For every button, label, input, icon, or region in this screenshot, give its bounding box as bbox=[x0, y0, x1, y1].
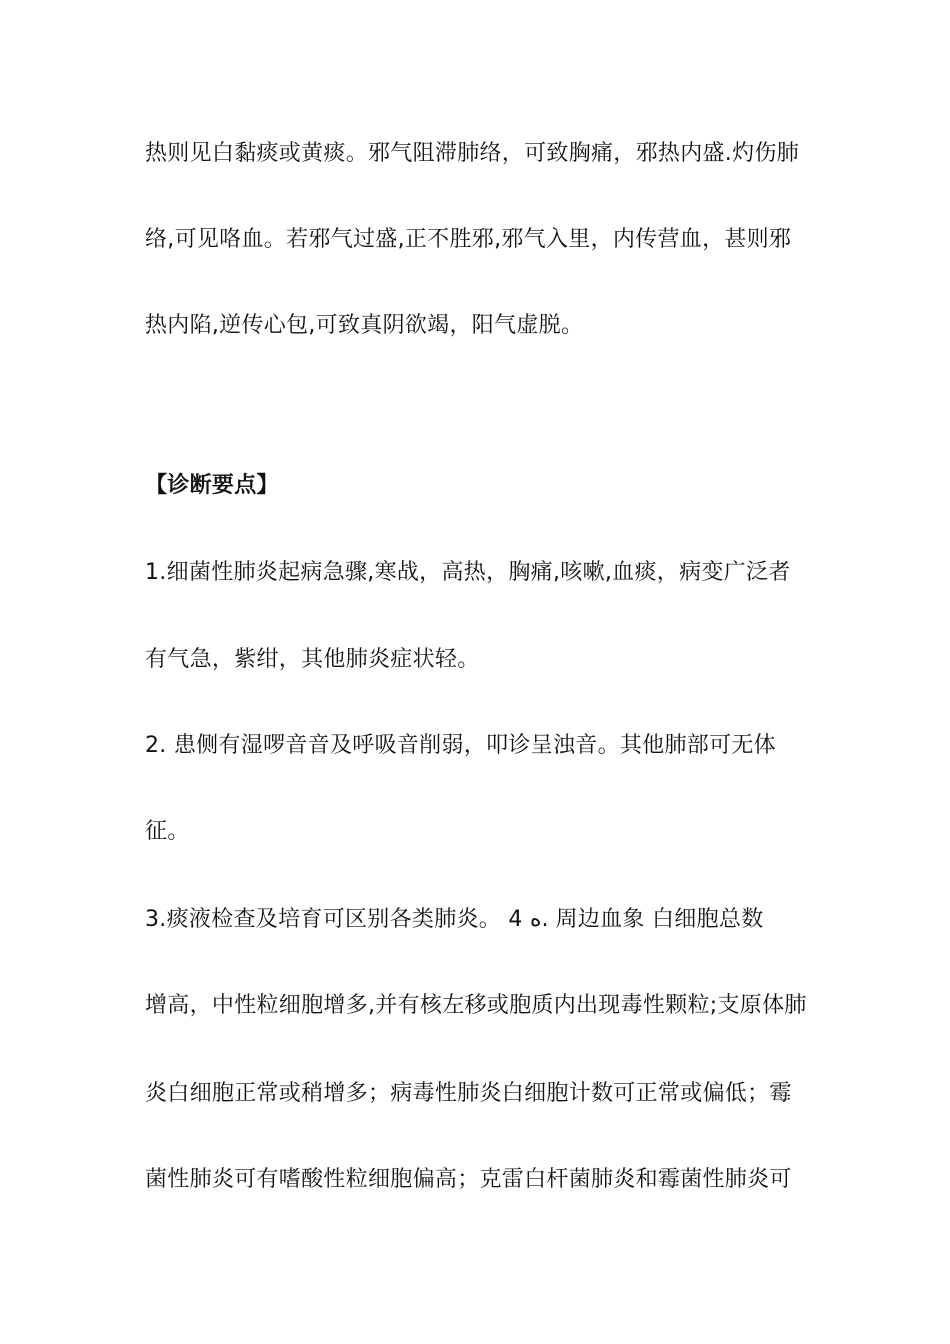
list-item-line: 1.细菌性肺炎起病急骤,寒战，高热，胸痛,咳嗽,血痰，病变广泛者 bbox=[145, 560, 791, 585]
section-heading: 【诊断要点】 bbox=[145, 473, 279, 498]
list-item-line: 征。 bbox=[145, 819, 190, 844]
list-item-line: 炎白细胞正常或稍增多；病毒性肺炎白细胞计数可正常或偏低；霉 bbox=[145, 1081, 792, 1106]
list-item-line: 菌性肺炎可有嗜酸性粒细胞偏高；克雷白杆菌肺炎和霉菌性肺炎可 bbox=[145, 1167, 792, 1192]
list-item-line: 3.痰液检查及培育可区别各类肺炎。 4 ه. 周边血象 白细胞总数 bbox=[145, 907, 764, 932]
list-item-line: 有气急，紫绀，其他肺炎症状轻。 bbox=[145, 647, 480, 672]
paragraph-line: 热则见白黏痰或黄痰。邪气阻滞肺络，可致胸痛，邪热内盛.灼伤肺 bbox=[145, 141, 799, 166]
list-item-line: 2. 患侧有湿啰音音及呼吸音削弱，叩诊呈浊音。其他肺部可无体 bbox=[145, 733, 776, 758]
paragraph-line: 热内陷,逆传心包,可致真阴欲竭，阳气虚脱。 bbox=[145, 313, 584, 338]
list-item-line: 增高，中性粒细胞增多,并有核左移或胞质内出现毒性颗粒;支原体肺 bbox=[145, 993, 807, 1018]
paragraph-line: 络,可见咯血。若邪气过盛,正不胜邪,邪气入里，内传营血，甚则邪 bbox=[145, 227, 792, 252]
